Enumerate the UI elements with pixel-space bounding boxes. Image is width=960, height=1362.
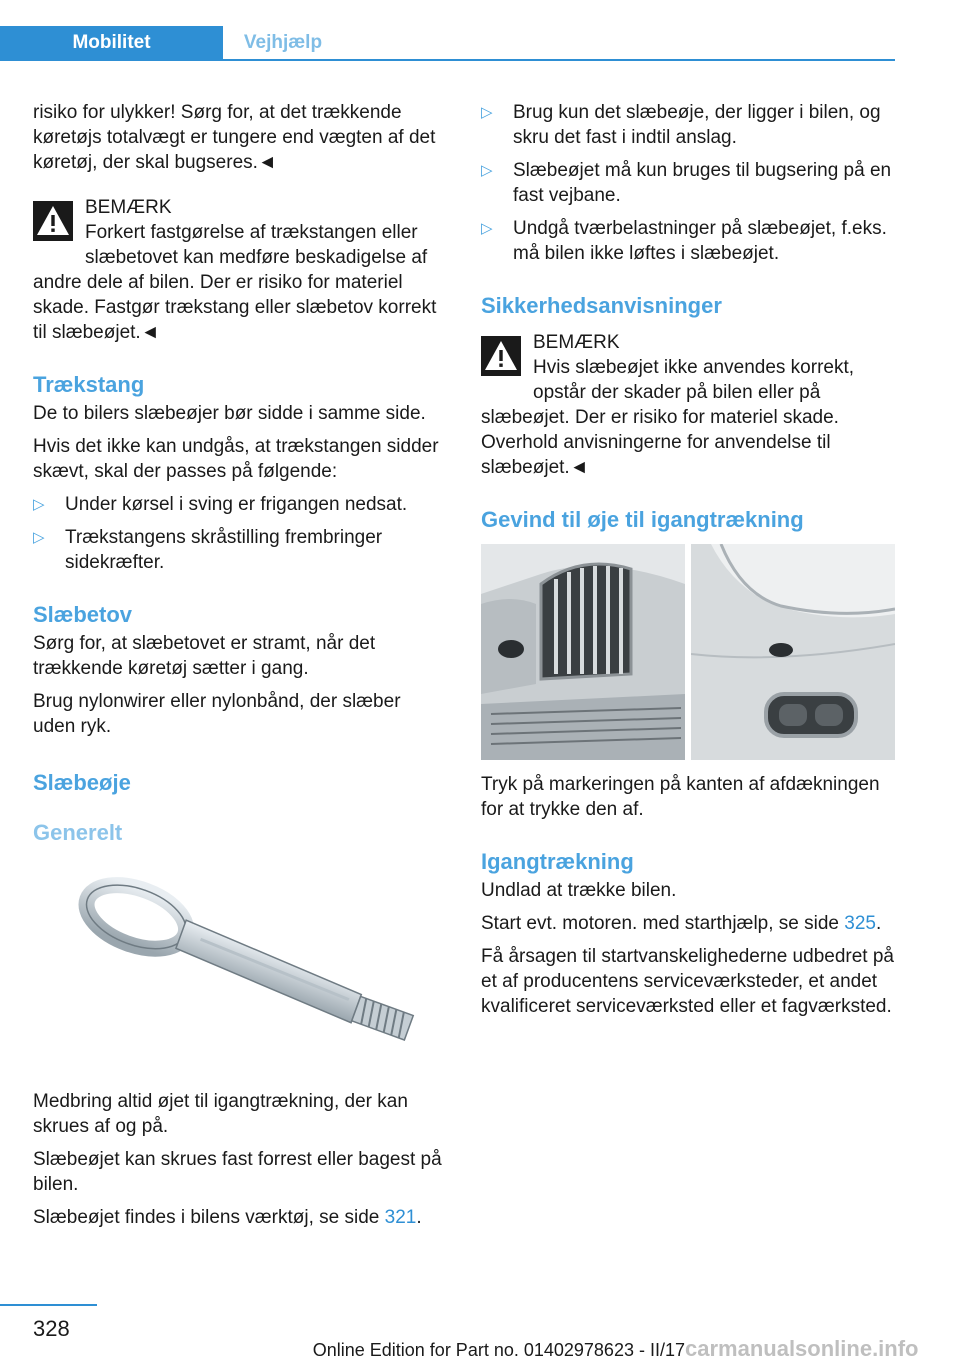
page-link-321[interactable]: 321: [384, 1207, 417, 1228]
paragraph-with-link: Slæbeøjet findes i bilens værktøj, se side 321.: [33, 1207, 422, 1228]
heading-slaebetov: Slæbetov: [33, 602, 133, 627]
car-front-rear-image: [481, 544, 895, 760]
list-item: ▷ Trækstangens skråstilling frembringer sidekræfter.: [33, 527, 383, 573]
triangle-bullet-icon: ▷: [33, 496, 45, 513]
paragraph: Sørg for, at slæbetovet er stramt, når det trækkende køretøj sætter i gang.: [33, 633, 376, 679]
notice-text: Forkert fastgørelse af trækstangen eller slæbetovet kan medføre beskadigelse af andre dele af bilen. Der er risiko for materiel skade. Fastgør trækstang eller slæbetov korrekt til slæbeøjet.◄: [33, 222, 437, 343]
list-item: ▷ Slæbeøjet må kun bruges til bugsering på en fast vejbane.: [481, 160, 892, 206]
paragraph: Slæbeøjet kan skrues fast forrest eller bagest på bilen.: [33, 1149, 442, 1195]
edition-text: Online Edition for Part no. 01402978623 - II/17: [312, 1340, 685, 1360]
notice-text: Hvis slæbeøjet ikke anvendes korrekt, opstår der skader på bilen eller på slæbeøjet. Der er risiko for materiel skade. Overhold anvisningerne for anvendelse til slæbeøjet.◄: [481, 357, 855, 478]
paragraph: Tryk på markeringen på kanten af afdækningen for at trykke den af.: [481, 774, 880, 820]
paragraph: Undlad at trække bilen.: [481, 880, 677, 901]
tab-mobilitet[interactable]: Mobilitet: [0, 26, 223, 60]
bullet-list: [33, 492, 447, 575]
triangle-bullet-icon: ▷: [481, 220, 493, 237]
warning-icon: [33, 201, 73, 241]
notice-title: BEMÆRK: [85, 197, 172, 218]
list-item: ▷ Undgå tværbelastninger på slæbeøjet, f.eks. må bilen ikke løftes i slæbeøjet.: [481, 218, 887, 264]
notice-title: BEMÆRK: [533, 332, 620, 353]
watermark: carmanualsonline.info: [685, 1336, 919, 1361]
paragraph-with-link: Start evt. motoren. med starthjælp, se side 325.: [481, 913, 882, 934]
header-rule: [0, 59, 895, 61]
page-link-325[interactable]: 325: [844, 913, 876, 934]
bullet-list: [481, 100, 895, 266]
heading-traekstang: Trækstang: [33, 372, 145, 397]
page-number: 328: [33, 1316, 70, 1341]
heading-sikkerhed: Sikkerhedsanvisninger: [481, 293, 722, 318]
triangle-bullet-icon: ▷: [33, 529, 45, 546]
paragraph: Få årsagen til startvanskelighederne udbedret på et af producentens serviceværksteder, et andet kvalificeret serviceværksted eller et fagværksted.: [481, 946, 894, 1017]
header-tabs: [0, 26, 895, 62]
triangle-bullet-icon: ▷: [481, 104, 493, 121]
heading-gevind: Gevind til øje til igangtrækning: [481, 507, 804, 532]
paragraph: Medbring altid øjet til igangtrækning, der kan skrues af og på.: [33, 1091, 408, 1137]
list-item: ▷ Brug kun det slæbeøje, der ligger i bilen, og skru det fast i indtil anslag.: [481, 102, 881, 148]
tow-eye-image: [33, 857, 447, 1077]
heading-slaeboeje: Slæbeøje: [33, 770, 131, 795]
paragraph: Brug nylonwirer eller nylonbånd, der slæber uden ryk.: [33, 691, 401, 737]
footer-rule: [0, 1304, 97, 1306]
heading-igangtraekning: Igangtrækning: [481, 849, 634, 874]
heading-generelt: Generelt: [33, 820, 123, 845]
notice-box: [33, 195, 447, 345]
intro-paragraph: risiko for ulykker! Sørg for, at det trækkende køretøjs totalvægt er tungere end vægten af det køretøj, der skal bugseres.◄: [33, 102, 436, 173]
notice-box: [481, 330, 895, 480]
right-column: [481, 100, 895, 1027]
left-column: [33, 100, 447, 1238]
triangle-bullet-icon: ▷: [481, 162, 493, 179]
paragraph: Hvis det ikke kan undgås, at trækstangen sidder skævt, skal der passes på følgende:: [33, 436, 439, 482]
warning-icon: [481, 336, 521, 376]
list-item: ▷ Under kørsel i sving er frigangen nedsat.: [33, 494, 408, 515]
tab-vejhjaelp[interactable]: Vejhjælp: [243, 32, 323, 53]
paragraph: De to bilers slæbeøjer bør sidde i samme side.: [33, 403, 426, 424]
